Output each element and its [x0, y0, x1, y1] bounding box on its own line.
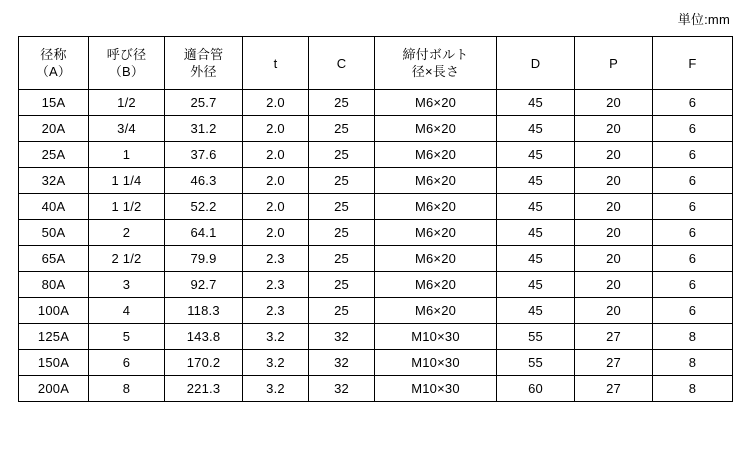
cell-f: 6 — [653, 246, 733, 272]
cell-bolt: M6×20 — [375, 298, 497, 324]
table-body — [19, 90, 733, 402]
cell-nominal-b: 5 — [89, 324, 165, 350]
cell-bolt: M6×20 — [375, 272, 497, 298]
cell-c: 25 — [309, 168, 375, 194]
column-header-t — [243, 37, 309, 90]
cell-bolt: M10×30 — [375, 376, 497, 402]
cell-f: 6 — [653, 142, 733, 168]
column-header-c — [309, 37, 375, 90]
cell-t: 3.2 — [243, 376, 309, 402]
cell-t: 2.0 — [243, 90, 309, 116]
cell-pipe-outer-diameter: 170.2 — [165, 350, 243, 376]
cell-c: 32 — [309, 376, 375, 402]
cell-p: 20 — [575, 246, 653, 272]
table-row — [19, 324, 733, 350]
cell-pipe-outer-diameter: 221.3 — [165, 376, 243, 402]
cell-bolt: M6×20 — [375, 220, 497, 246]
cell-nominal-b: 2 1/2 — [89, 246, 165, 272]
cell-f: 6 — [653, 298, 733, 324]
cell-t: 2.3 — [243, 246, 309, 272]
column-header-d — [497, 37, 575, 90]
cell-f: 6 — [653, 220, 733, 246]
cell-c: 25 — [309, 220, 375, 246]
cell-bolt: M10×30 — [375, 324, 497, 350]
cell-diameter-a: 125A — [19, 324, 89, 350]
cell-pipe-outer-diameter: 118.3 — [165, 298, 243, 324]
cell-pipe-outer-diameter: 92.7 — [165, 272, 243, 298]
cell-p: 20 — [575, 142, 653, 168]
cell-t: 3.2 — [243, 350, 309, 376]
unit-note: 単位:mm — [677, 12, 730, 27]
cell-p: 27 — [575, 324, 653, 350]
cell-bolt: M10×30 — [375, 350, 497, 376]
table-row — [19, 194, 733, 220]
cell-d: 45 — [497, 246, 575, 272]
cell-c: 25 — [309, 90, 375, 116]
cell-f: 6 — [653, 116, 733, 142]
cell-p: 20 — [575, 220, 653, 246]
cell-d: 60 — [497, 376, 575, 402]
header-line-2: （A） — [35, 64, 72, 79]
pipe-spec-table — [18, 36, 733, 402]
cell-d: 45 — [497, 298, 575, 324]
table-row — [19, 116, 733, 142]
cell-f: 6 — [653, 90, 733, 116]
column-header-p — [575, 37, 653, 90]
table-row — [19, 298, 733, 324]
header-line-1: D — [530, 55, 541, 71]
header-line-1: 呼び径 — [106, 47, 147, 62]
cell-p: 20 — [575, 298, 653, 324]
header-line-2: 径×長さ — [411, 64, 460, 79]
cell-pipe-outer-diameter: 79.9 — [165, 246, 243, 272]
table-row — [19, 168, 733, 194]
spec-table-container — [18, 36, 732, 402]
cell-nominal-b: 8 — [89, 376, 165, 402]
column-header-diameter-a — [19, 37, 89, 90]
cell-c: 32 — [309, 324, 375, 350]
cell-diameter-a: 15A — [19, 90, 89, 116]
cell-p: 20 — [575, 272, 653, 298]
header-line-2: 外径 — [190, 64, 217, 79]
cell-d: 45 — [497, 142, 575, 168]
cell-d: 45 — [497, 220, 575, 246]
cell-nominal-b: 1 1/2 — [89, 194, 165, 220]
header-line-1: F — [688, 55, 697, 71]
cell-nominal-b: 2 — [89, 220, 165, 246]
header-line-2: （B） — [108, 64, 145, 79]
cell-pipe-outer-diameter: 37.6 — [165, 142, 243, 168]
cell-d: 45 — [497, 272, 575, 298]
cell-f: 8 — [653, 324, 733, 350]
cell-f: 8 — [653, 376, 733, 402]
cell-c: 25 — [309, 116, 375, 142]
cell-c: 25 — [309, 298, 375, 324]
cell-f: 6 — [653, 272, 733, 298]
cell-bolt: M6×20 — [375, 168, 497, 194]
cell-d: 55 — [497, 324, 575, 350]
cell-p: 20 — [575, 116, 653, 142]
cell-nominal-b: 6 — [89, 350, 165, 376]
column-header-nominal-b — [89, 37, 165, 90]
cell-pipe-outer-diameter: 46.3 — [165, 168, 243, 194]
cell-diameter-a: 200A — [19, 376, 89, 402]
cell-t: 2.0 — [243, 116, 309, 142]
header-line-1: t — [273, 55, 278, 71]
cell-t: 2.0 — [243, 220, 309, 246]
cell-p: 27 — [575, 376, 653, 402]
table-row — [19, 90, 733, 116]
cell-pipe-outer-diameter: 143.8 — [165, 324, 243, 350]
cell-diameter-a: 150A — [19, 350, 89, 376]
cell-f: 8 — [653, 350, 733, 376]
cell-diameter-a: 65A — [19, 246, 89, 272]
cell-t: 2.3 — [243, 272, 309, 298]
cell-diameter-a: 32A — [19, 168, 89, 194]
cell-t: 2.0 — [243, 142, 309, 168]
cell-t: 2.3 — [243, 298, 309, 324]
cell-d: 45 — [497, 194, 575, 220]
column-header-f — [653, 37, 733, 90]
cell-nominal-b: 4 — [89, 298, 165, 324]
table-row — [19, 246, 733, 272]
cell-nominal-b: 3 — [89, 272, 165, 298]
table-header — [19, 37, 733, 90]
cell-bolt: M6×20 — [375, 142, 497, 168]
cell-p: 20 — [575, 90, 653, 116]
cell-c: 25 — [309, 142, 375, 168]
cell-c: 25 — [309, 272, 375, 298]
header-line-1: 締付ボルト — [402, 47, 469, 62]
header-row — [19, 37, 733, 90]
cell-nominal-b: 1 — [89, 142, 165, 168]
cell-f: 6 — [653, 168, 733, 194]
cell-d: 55 — [497, 350, 575, 376]
cell-nominal-b: 3/4 — [89, 116, 165, 142]
cell-diameter-a: 50A — [19, 220, 89, 246]
cell-c: 25 — [309, 194, 375, 220]
cell-nominal-b: 1 1/4 — [89, 168, 165, 194]
cell-nominal-b: 1/2 — [89, 90, 165, 116]
table-row — [19, 376, 733, 402]
cell-diameter-a: 100A — [19, 298, 89, 324]
cell-c: 32 — [309, 350, 375, 376]
cell-c: 25 — [309, 246, 375, 272]
column-header-pipe-outer-diameter — [165, 37, 243, 90]
cell-diameter-a: 80A — [19, 272, 89, 298]
cell-d: 45 — [497, 168, 575, 194]
cell-diameter-a: 20A — [19, 116, 89, 142]
cell-pipe-outer-diameter: 25.7 — [165, 90, 243, 116]
header-line-1: 径称 — [40, 47, 67, 62]
header-line-1: P — [609, 55, 618, 71]
header-line-1: 適合管 — [183, 47, 224, 62]
cell-pipe-outer-diameter: 64.1 — [165, 220, 243, 246]
cell-bolt: M6×20 — [375, 194, 497, 220]
cell-d: 45 — [497, 90, 575, 116]
cell-bolt: M6×20 — [375, 116, 497, 142]
cell-pipe-outer-diameter: 52.2 — [165, 194, 243, 220]
header-line-1: C — [336, 55, 347, 71]
cell-bolt: M6×20 — [375, 246, 497, 272]
cell-diameter-a: 25A — [19, 142, 89, 168]
cell-t: 2.0 — [243, 194, 309, 220]
cell-p: 20 — [575, 168, 653, 194]
cell-t: 3.2 — [243, 324, 309, 350]
table-row — [19, 272, 733, 298]
cell-p: 20 — [575, 194, 653, 220]
cell-diameter-a: 40A — [19, 194, 89, 220]
table-row — [19, 142, 733, 168]
cell-t: 2.0 — [243, 168, 309, 194]
cell-pipe-outer-diameter: 31.2 — [165, 116, 243, 142]
cell-f: 6 — [653, 194, 733, 220]
table-row — [19, 220, 733, 246]
cell-d: 45 — [497, 116, 575, 142]
table-row — [19, 350, 733, 376]
column-header-bolt-size-length — [375, 37, 497, 90]
cell-bolt: M6×20 — [375, 90, 497, 116]
cell-p: 27 — [575, 350, 653, 376]
